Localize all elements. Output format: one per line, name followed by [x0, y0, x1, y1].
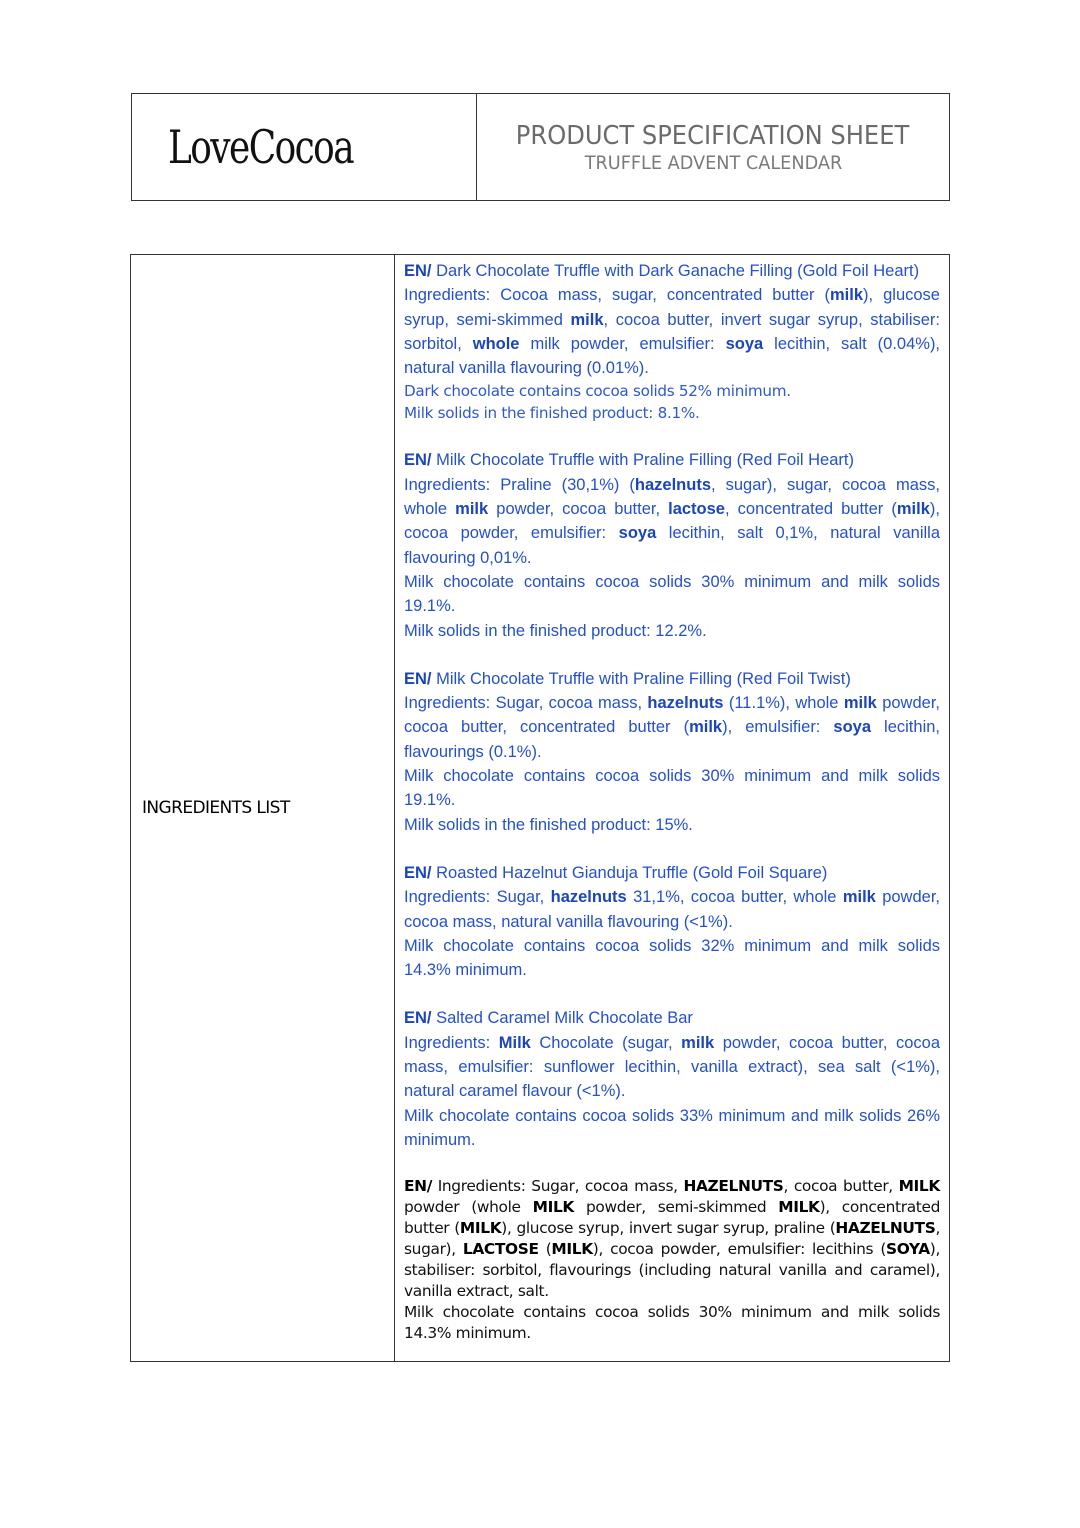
product-note: Milk chocolate contains cocoa solids 30% minimum and milk solids 19.1%. — [404, 572, 940, 616]
document-title: PRODUCT SPECIFICATION SHEET — [516, 120, 910, 151]
product-name: EN/ Dark Chocolate Truffle with Dark Ganache Filling (Gold Foil Heart) — [404, 262, 920, 280]
spec-table — [130, 254, 950, 1362]
product-name: EN/ Salted Caramel Milk Chocolate Bar — [404, 1009, 693, 1028]
product-note: Dark chocolate contains cocoa solids 52% minimum. — [404, 382, 791, 401]
title-cell — [477, 94, 949, 200]
ingredients-content — [395, 255, 949, 1361]
product-name: EN/ Roasted Hazelnut Gianduja Truffle (Gold Foil Square) — [404, 863, 828, 882]
product-note: Milk chocolate contains cocoa solids 32% minimum and milk solids 14.3% minimum. — [404, 936, 940, 980]
product-note: Milk chocolate contains cocoa solids 30% minimum and milk solids 19.1%. — [404, 767, 940, 810]
product-note: Milk solids in the finished product: 8.1%. — [404, 404, 700, 423]
product-ingredients: Ingredients: Sugar, hazelnuts 31,1%, cocoa butter, whole milk powder, cocoa mass, natural vanilla flavouring (<1%). — [404, 888, 940, 931]
ingredients-list-label: INGREDIENTS LIST — [142, 798, 290, 818]
label-cell — [131, 255, 395, 1361]
product-name: EN/ Milk Chocolate Truffle with Praline Filling (Red Foil Heart) — [404, 451, 854, 470]
product-note: Milk solids in the finished product: 12.2%. — [404, 621, 707, 640]
product-ingredients: Ingredients: Milk Chocolate (sugar, milk powder, cocoa butter, cocoa mass, emulsifier: sunflower lecithin, vanilla extract), sea salt (<1%), natural caramel flavour (<1%). — [404, 1033, 940, 1101]
product-name: EN/ Milk Chocolate Truffle with Praline Filling (Red Foil Twist) — [404, 669, 851, 688]
logo-cell — [132, 94, 477, 200]
product-note: Milk solids in the finished product: 15%. — [404, 815, 693, 834]
product-ingredients: Ingredients: Cocoa mass, sugar, concentrated butter (milk), glucose syrup, semi-skimmed milk, cocoa butter, invert sugar syrup, stabiliser: sorbitol, whole milk powder, emulsifier: soya lecithin, salt (0.04%), natural vanilla flavouring (0.01%). — [404, 286, 941, 378]
product-note: Milk chocolate contains cocoa solids 33% minimum and milk solids 26% minimum. — [404, 1106, 940, 1149]
product-ingredients: Ingredients: Sugar, cocoa mass, hazelnuts (11.1%), whole milk powder, cocoa butter, concentrated butter (milk), emulsifier: soya lecithin, flavourings (0.1%). — [404, 694, 940, 761]
combined-ingredients: EN/ Ingredients: Sugar, cocoa mass, HAZELNUTS, cocoa butter, MILK powder (whole MILK powder, semi-skimmed MILK), concentrated butter (MILK), glucose syrup, invert sugar syrup, praline (HAZELNUTS, sugar), LACTOSE (MILK), cocoa powder, emulsifier: lecithins (SOYA), stabiliser: sorbitol, flavourings (including natural vanilla and caramel), vanilla extract, salt. — [404, 1177, 940, 1301]
combined-note: Milk chocolate contains cocoa solids 30% minimum and milk solids 14.3% minimum. — [404, 1303, 940, 1343]
brand-logo: LoveCocoa — [168, 120, 354, 174]
header-box — [131, 93, 950, 201]
document-subtitle: TRUFFLE ADVENT CALENDAR — [584, 151, 842, 174]
product-ingredients: Ingredients: Praline (30,1%) (hazelnuts, sugar), sugar, cocoa mass, whole milk powder, cocoa butter, lactose, concentrated butter (milk), cocoa powder, emulsifier: soya lecithin, salt 0,1%, natural vanilla flavouring 0,01%. — [404, 475, 940, 567]
